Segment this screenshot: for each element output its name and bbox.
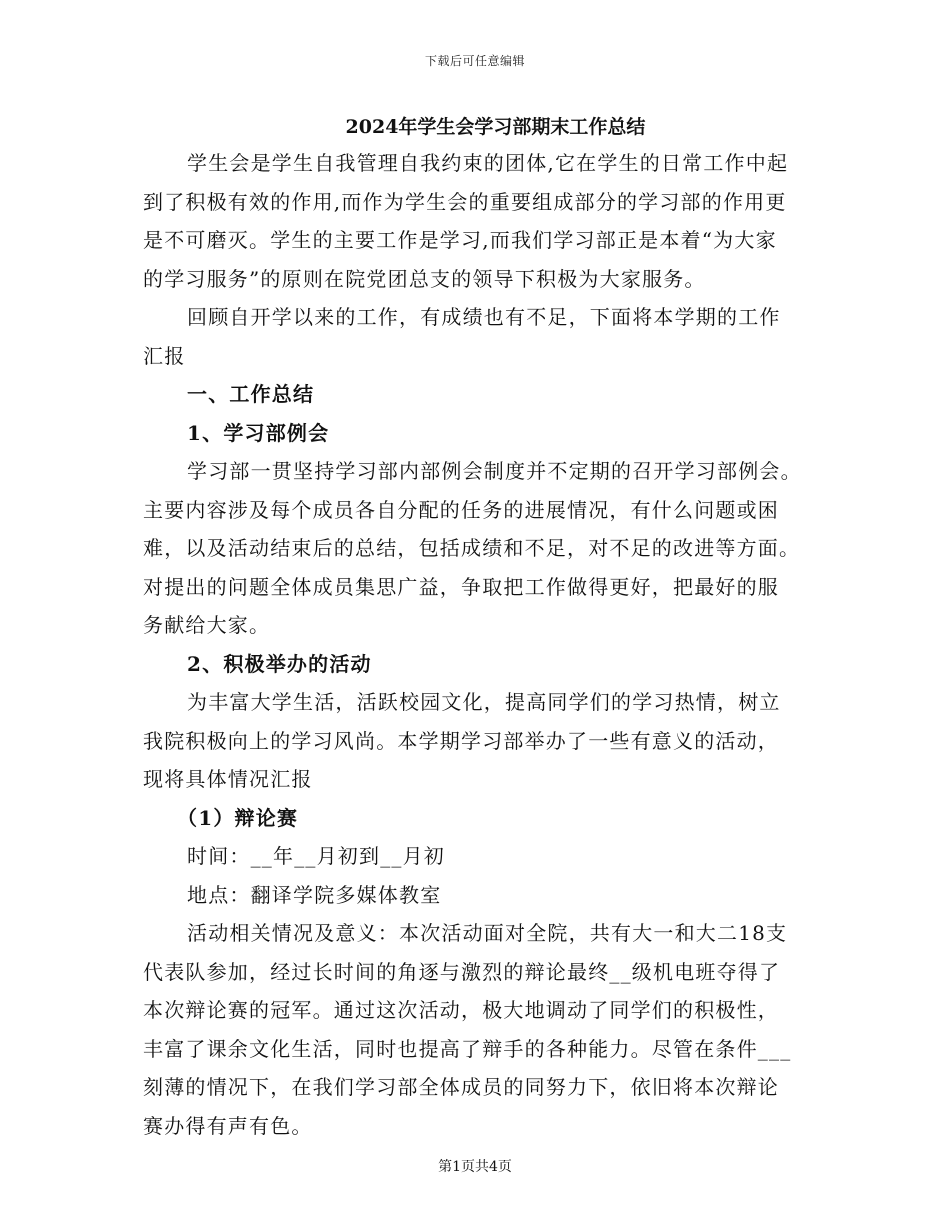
paragraph-line: 学生会是学生自我管理自我约束的团体,它在学生的日常工作中起 [187, 151, 789, 175]
paragraph-line: 本次辩论赛的冠军。通过这次活动，极大地调动了同学们的积极性， [143, 998, 779, 1022]
paragraph-line: 主要内容涉及每个成员各自分配的任务的进展情况，有什么问题或困 [143, 497, 779, 522]
activity-location: 地点：翻译学院多媒体教室 [187, 882, 442, 907]
paragraph-line: 我院积极向上的学习风尚。本学期学习部举办了一些有意义的活动， [143, 728, 779, 753]
paragraph-line: 代表队参加，经过长时间的角逐与激烈的辩论最终__级机电班夺得了 [143, 959, 781, 984]
paragraph-line: 丰富了课余文化生活，同时也提高了辩手的各种能力。尽管在条件___ [143, 1036, 792, 1061]
activity-time: 时间：__年__月初到__月初 [187, 844, 445, 868]
paragraph-line: 赛办得有声有色。 [143, 1113, 313, 1138]
document-title: 2024年学生会学习部期末工作总结 [345, 116, 646, 138]
paragraph-line: 为丰富大学生活，活跃校园文化，提高同学们的学习热情，树立 [187, 690, 781, 714]
page-header-note: 下载后可任意编辑 [424, 54, 525, 68]
document-body [143, 112, 808, 1145]
paragraph-line: 回顾自开学以来的工作，有成绩也有不足，下面将本学期的工作 [187, 305, 781, 329]
paragraph-line: 活动相关情况及意义：本次活动面对全院，共有大一和大二18支 [187, 921, 788, 945]
paragraph-line: 对提出的问题全体成员集思广益，争取把工作做得更好，把最好的服 [143, 574, 779, 599]
paragraph-line: 汇报 [143, 343, 186, 368]
activity-heading: （1）辩论赛 [177, 805, 299, 830]
paragraph-line: 现将具体情况汇报 [143, 767, 313, 791]
paragraph-line: 难，以及活动结束后的总结，包括成绩和不足，对不足的改进等方面。 [143, 536, 801, 560]
paragraph-line: 务献给大家。 [143, 613, 271, 637]
paragraph-line: 学习部一贯坚持学习部内部例会制度并不定期的召开学习部例会。 [187, 459, 802, 483]
section-heading: 一、工作总结 [187, 382, 315, 406]
paragraph-line: 的学习服务”的原则在院党团总支的领导下积极为大家服务。 [143, 266, 706, 291]
subsection-heading: 1、学习部例会 [187, 420, 330, 445]
paragraph-line: 到了积极有效的作用,而作为学生会的重要组成部分的学习部的作用更 [143, 189, 787, 214]
paragraph-line: 是不可磨灭。学生的主要工作是学习,而我们学习部正是本着“为大家 [143, 228, 777, 252]
paragraph-line: 刻薄的情况下，在我们学习部全体成员的同努力下，依旧将本次辩论 [143, 1075, 779, 1099]
subsection-heading: 2、积极举办的活动 [187, 651, 372, 676]
page-number-footer: 第1页共4页 [438, 1159, 512, 1175]
